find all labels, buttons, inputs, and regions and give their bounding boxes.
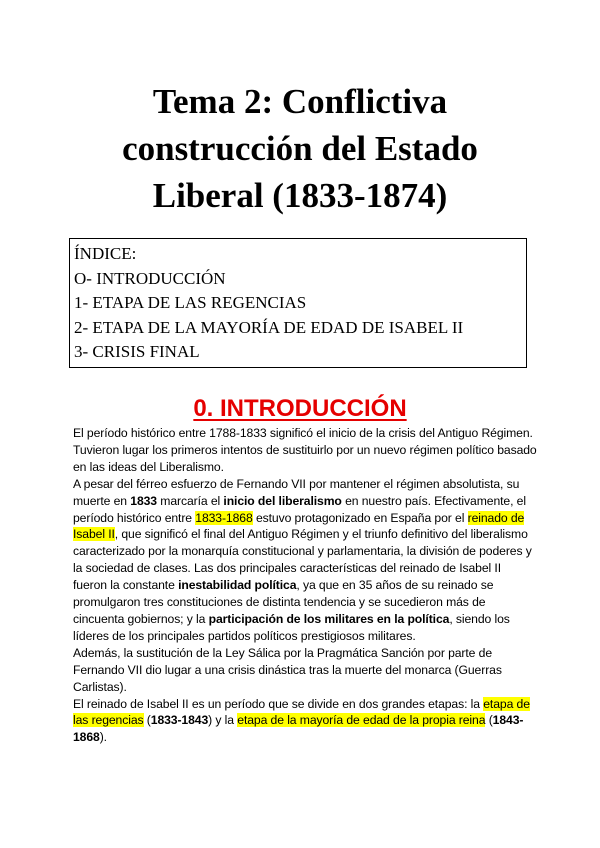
index-item-mayoria-edad: 2- ETAPA DE LA MAYORÍA DE EDAD DE ISABEL II xyxy=(74,317,464,337)
section-heading: 0. INTRODUCCIÓN xyxy=(193,395,407,422)
p4-highlight-mayoria: etapa de la mayoría de edad de la propia reina xyxy=(237,713,486,728)
p4-text-2: ( xyxy=(143,713,151,728)
p2-text-3: en nuestro país. Efectivamente, el período histórico entre xyxy=(73,493,526,525)
index-item-introduccion: O- INTRODUCCIÓN xyxy=(74,268,226,288)
paragraph-3: Además, la sustitución de la Ley Sálica por la Pragmática Sanción por parte de Fernando VII dio lugar a una crisis dinástica tras la muerte del monarca (Guerras Carlistas). xyxy=(73,645,502,694)
paragraph-1: El período histórico entre 1788-1833 significó el inicio de la crisis del Antiguo Régimen. Tuvieron lugar los primeros intentos de sustituirlo por un nuevo régimen político basado en las ideas del Liberalismo. xyxy=(73,426,537,474)
title-line-3: Liberal (1833-1874) xyxy=(152,176,448,215)
section-body xyxy=(73,425,538,746)
paragraph-4 xyxy=(73,696,538,747)
p4-text-1: El reinado de Isabel II es un período que se divide en dos grandes etapas: la xyxy=(73,696,484,711)
document-title xyxy=(60,78,540,219)
p2-highlight-dates: 1833-1868 xyxy=(195,510,253,525)
p2-text-2: marcaría el xyxy=(156,493,224,508)
p4-bold-1843-1868: 1843-1868 xyxy=(73,713,524,745)
p2-text-7: , siendo los líderes de los principales partidos políticos prestigiosos militares. xyxy=(73,611,510,643)
index-box xyxy=(69,238,527,368)
p4-text-5: ). xyxy=(99,730,107,745)
index-item-crisis-final: 3- CRISIS FINAL xyxy=(74,342,200,361)
p2-highlight-reinado: reinado de Isabel II xyxy=(73,510,525,542)
p2-text-5: , que significó el final del Antiguo Régimen y el triunfo definitivo del liberalismo caracterizado por la monarquía constitucional y parlamentaria, la división de poderes y la sociedad de clases. Las dos principales características del reinado de Isabel II fueron la constante xyxy=(73,527,532,593)
p4-bold-1833-1843: 1833-1843 xyxy=(150,713,209,728)
p2-bold-inicio-liberalismo: inicio del liberalismo xyxy=(223,493,342,508)
p4-text-3: ) y la xyxy=(208,713,238,728)
title-line-2: construcción del Estado xyxy=(122,129,478,168)
p2-bold-militares: participación de los militares en la política xyxy=(208,611,450,626)
p2-text-6: , ya que en 35 años de su reinado se promulgaron tres constituciones de distinta tendencia y se sucedieron más de cincuenta gobiernos; y la xyxy=(73,578,494,626)
paragraph-2 xyxy=(73,476,538,645)
index-item-regencias: 1- ETAPA DE LAS REGENCIAS xyxy=(74,293,307,312)
p2-text-4: estuvo protagonizado en España por el xyxy=(252,510,468,525)
index-heading: ÍNDICE: xyxy=(74,244,137,263)
p2-bold-1833: 1833 xyxy=(130,493,157,508)
p2-text-1: A pesar del férreo esfuerzo de Fernando VII por mantener el régimen absolutista, su muerte en xyxy=(73,476,520,508)
p4-highlight-regencias: etapa de las regencias xyxy=(73,696,530,728)
title-line-1: Tema 2: Conflictiva xyxy=(152,82,448,121)
p2-bold-inestabilidad: inestabilidad política xyxy=(178,578,297,593)
p4-text-4: ( xyxy=(485,713,493,728)
